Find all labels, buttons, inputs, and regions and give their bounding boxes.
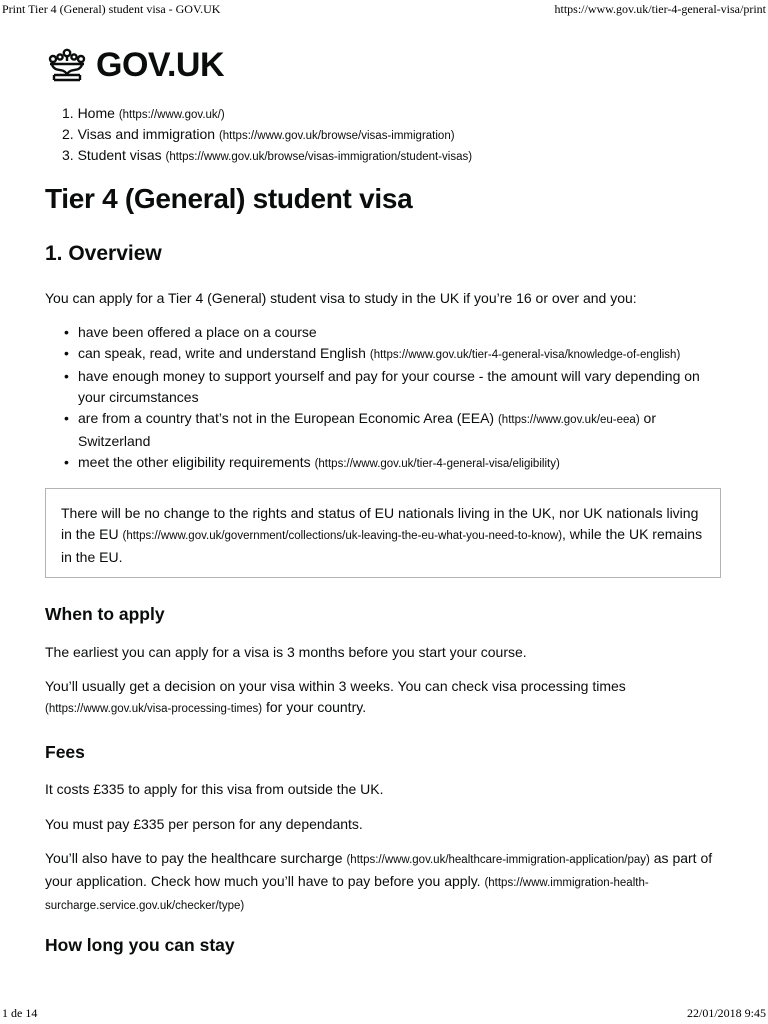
print-footer [0,1004,768,1024]
fees-paragraph-3[interactable]: You’ll also have to pay the healthcare surcharge (https://www.gov.uk/healthcare-immigration-application/pay) as part of your application. Check how much you’ll have to pay before you apply. (https://www.immigration-health-surcharge.service.gov.uk/checker/type) [45,850,713,912]
breadcrumb-item-home[interactable]: 1. Home (https://www.gov.uk/) [62,105,225,121]
when-paragraph-2[interactable]: You’ll usually get a decision on your visa within 3 weeks. You can check visa processing times (https://www.gov.uk/visa-processing-times) for your country. [45,678,626,715]
crown-icon [46,47,88,85]
when-to-apply-heading: When to apply [45,604,165,624]
breadcrumb [62,103,472,166]
eu-notice-inset [45,488,721,578]
list-item[interactable]: • can speak, read, write and understand English (https://www.gov.uk/tier-4-general-visa/knowledge-of-english) [78,343,718,366]
list-item[interactable]: • are from a country that’s not in the European Economic Area (EEA) (https://www.gov.uk/eu-eea) or Switzerland [78,408,718,452]
fees-paragraph-1: It costs £335 to apply for this visa from outside the UK. [45,781,384,797]
govuk-logo[interactable] [46,46,224,85]
govuk-logo-text: GOV.UK [96,46,225,84]
list-item[interactable]: • meet the other eligibility requirements (https://www.gov.uk/tier-4-general-visa/eligibility) [78,452,718,475]
overview-heading: 1. Overview [45,242,162,265]
page-title: Tier 4 (General) student visa [45,183,413,214]
list-item: • have been offered a place on a course [78,322,718,343]
how-long-heading: How long you can stay [45,935,235,955]
fees-paragraph-2: You must pay £335 per person for any dependants. [45,816,363,832]
print-timestamp: 22/01/2018 9:45 [686,1006,766,1020]
print-header [0,0,768,20]
print-document-url[interactable]: https://www.gov.uk/tier-4-general-visa/print [554,2,766,16]
when-paragraph-1: The earliest you can apply for a visa is 3 months before you start your course. [45,644,527,660]
list-item: • have enough money to support yourself and pay for your course - the amount will vary depending on your circumstances [78,366,718,408]
print-document-title: Print Tier 4 (General) student visa - GOV.UK [2,2,221,16]
breadcrumb-item-student-visas[interactable]: 3. Student visas (https://www.gov.uk/browse/visas-immigration/student-visas) [62,147,473,163]
overview-intro: You can apply for a Tier 4 (General) student visa to study in the UK if you’re 16 or over and you: [45,290,637,306]
fees-heading: Fees [45,742,85,762]
breadcrumb-item-visas[interactable]: 2. Visas and immigration (https://www.gov.uk/browse/visas-immigration) [62,126,455,142]
page-number: 1 de 14 [2,1006,38,1020]
eu-notice-text[interactable]: There will be no change to the rights and status of EU nationals living in the UK, nor UK nationals living in the EU (https://www.gov.uk/government/collections/uk-leaving-the-eu-what-you-need-to-know), while the UK remains in the EU. [61,505,703,565]
eligibility-list [78,322,718,475]
